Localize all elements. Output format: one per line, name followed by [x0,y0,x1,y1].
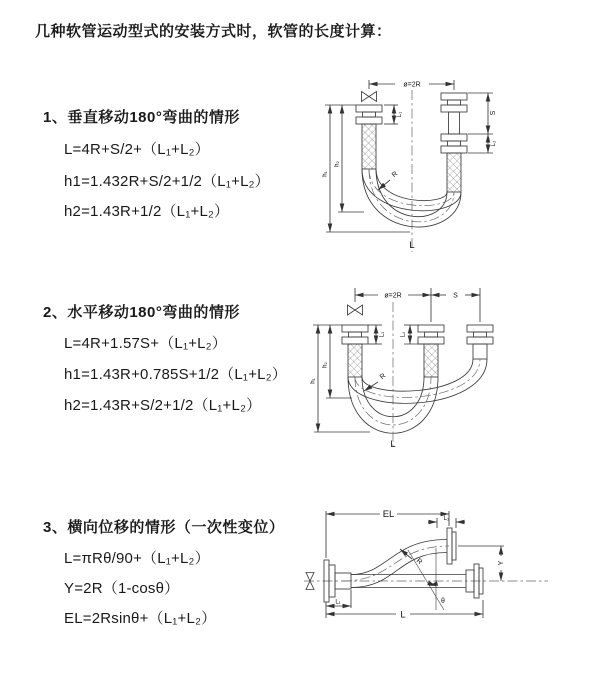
section-3-formula-Y: Y=2R（1-cosθ） [64,580,180,597]
dim-label-l1: L₁ [379,331,386,338]
dim-label-l1: L₁ [335,599,341,606]
valve-icon [348,305,363,315]
dimension-diameter-2r [369,80,454,90]
section-3-formula-L: L=πRθ/90+（L₁+L₂） [64,550,210,567]
dimension-l2 [401,325,425,344]
dimension-stroke-s [468,93,497,134]
section-1-formula-h2: h2=1.43R+1/2（L₁+L₂） [64,203,230,220]
dim-label-h1: h₁ [322,171,329,177]
dim-label-h2: h₂ [334,161,341,167]
dim-label-length-l: L [390,439,396,450]
dimension-l1 [326,590,351,608]
valve-icon [362,92,377,102]
dim-label-l2: L₂ [400,331,407,338]
dimension-l1 [368,325,386,344]
dim-label-r: R [390,170,400,180]
dimension-h1-h2 [311,325,371,432]
dim-label-length-l: L [400,609,406,621]
angle-theta-construction [408,548,445,610]
dimension-length-l [326,600,483,621]
dimension-y [458,546,505,581]
dimension-stroke-s [431,288,480,322]
dim-label-h2: h₂ [322,362,329,368]
dimension-l1 [384,105,403,124]
hose-u-bend [348,359,487,433]
diagram-vertical-180-bend [312,72,552,254]
dimension-l2 [468,134,497,153]
dim-label-l2: L₂ [443,516,450,522]
section-1-formula-L: L=4R+S/2+（L₁+L₂） [64,141,210,158]
radius-callout [400,549,423,566]
diagram-horizontal-180-bend [308,280,586,450]
section-2-formula-L: L=4R+1.57S+（L₁+L₂） [64,335,227,352]
flange-assembly-position-2 [467,325,493,359]
flange-assembly-fixed-end [342,325,368,377]
section-2-heading: 2、水平移动180°弯曲的情形 [43,304,240,321]
dim-label-r: R [414,557,424,567]
dim-label-r: R [378,372,388,382]
dim-label-l2: L₂ [491,140,497,147]
dim-label-y: Y [498,560,505,566]
flange-assembly-fixed-end [356,105,382,169]
dim-label-s: S [490,110,497,116]
section-3-heading: 3、横向位移的情形（一次性变位） [43,519,285,536]
dimension-l2 [428,516,465,528]
section-1-formula-h1: h1=1.432R+S/2+1/2（L₁+L₂） [64,173,270,190]
dim-label-s: S [453,292,458,300]
radius-callout [378,171,399,190]
diagram-lateral-displacement [296,502,592,642]
dim-label-length-l: L [409,240,415,251]
hose-u-bend [362,169,461,227]
section-2-formula-h1: h1=1.43R+0.785S+1/2（L₁+L₂） [64,366,287,383]
dim-label-diameter: ø=2R [384,292,402,300]
dim-label-h1: h₁ [310,378,317,384]
hose-displaced-position [342,540,449,588]
section-3-formula-EL: EL=2Rsinθ+（L₁+L₂） [64,610,217,627]
section-1-heading: 1、垂直移动180°弯曲的情形 [43,109,240,126]
page-title: 几种软管运动型式的安装方式时，软管的长度计算： [35,23,392,40]
dim-label-el: EL [382,509,395,520]
dim-label-l1: L₁ [397,111,403,118]
flange-assembly-moving-end [441,93,467,192]
dim-label-theta: θ [441,598,445,605]
flange-assembly-position-1 [418,325,444,377]
dim-label-diameter: ø=2R [403,81,421,89]
section-2-formula-h2: h2=1.43R+S/2+1/2（L₁+L₂） [64,397,262,414]
dimension-el [326,509,449,558]
